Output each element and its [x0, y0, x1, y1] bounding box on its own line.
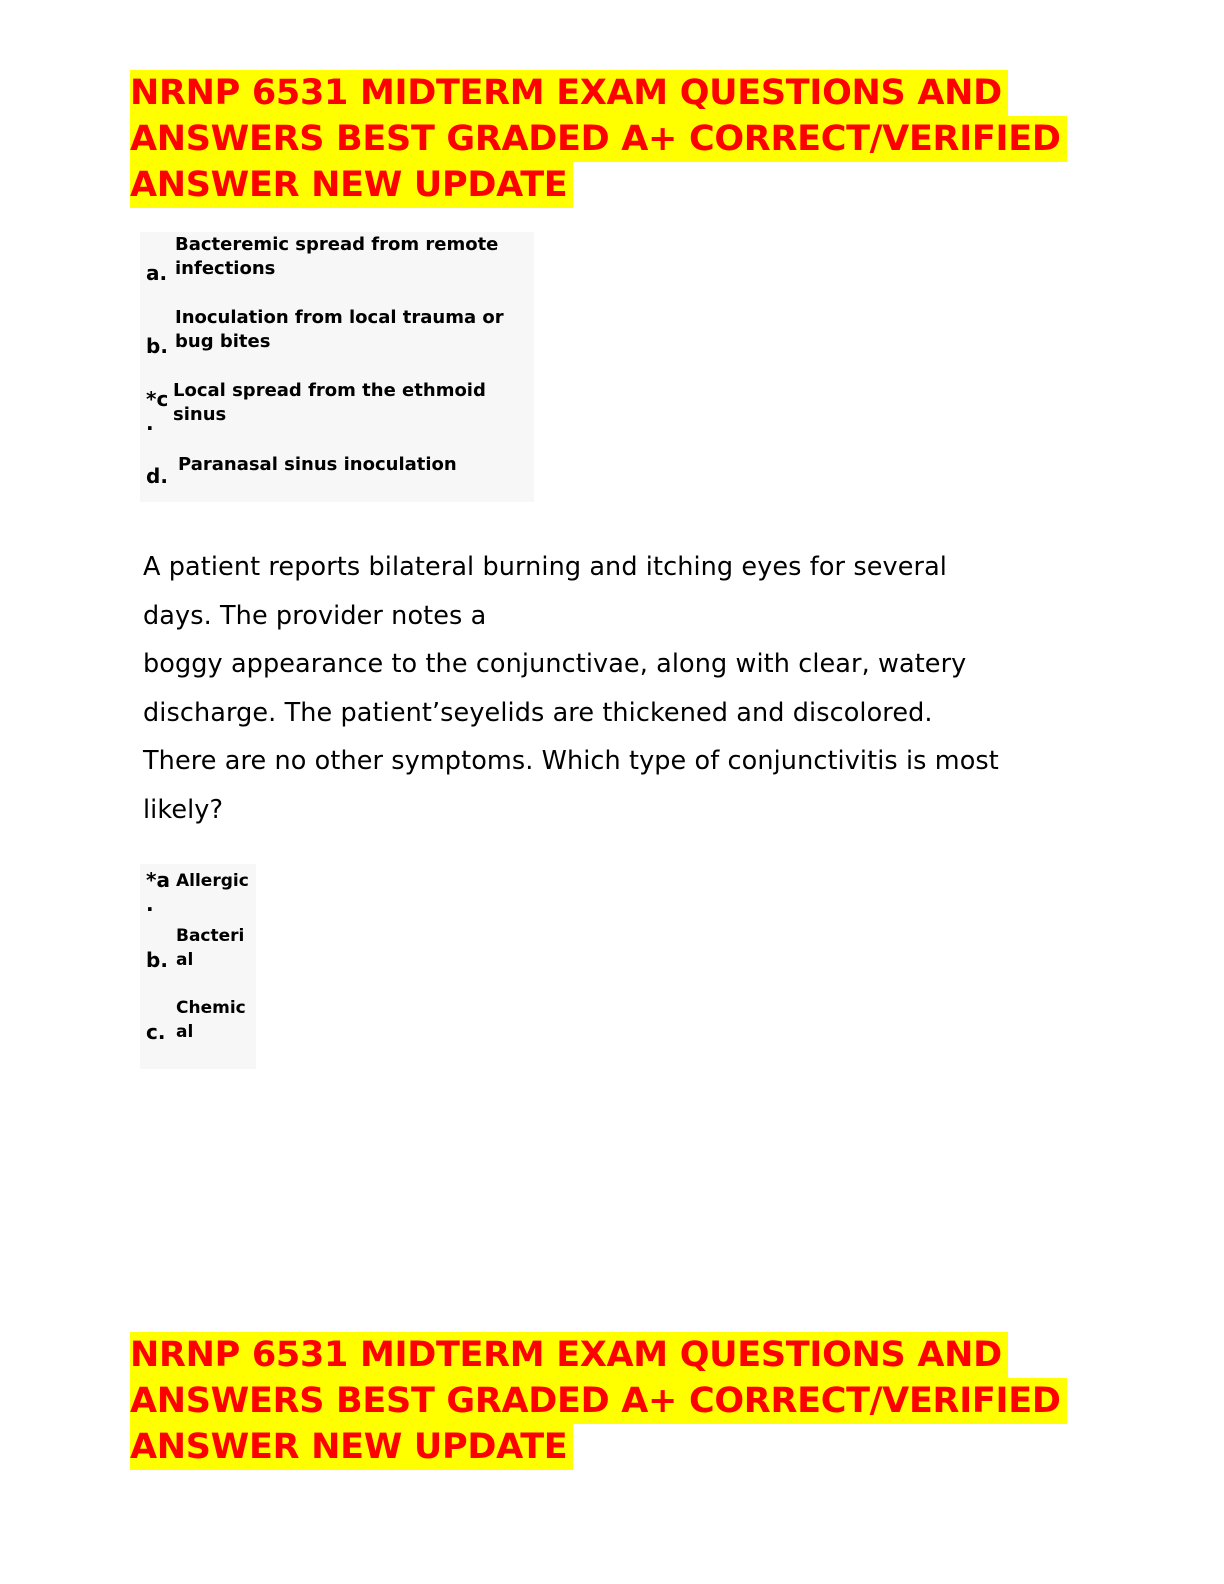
option-letter: b.	[146, 334, 168, 358]
option-letter: *a .	[146, 868, 170, 916]
option-text: Bacteremic spread from remote infections	[175, 234, 499, 279]
banner-line: ANSWER NEW UPDATE	[130, 1424, 573, 1470]
banner-line: ANSWERS BEST GRADED A+ CORRECT/VERIFIED	[130, 1378, 1067, 1424]
option-text: Chemic al	[176, 998, 246, 1042]
option-letter: a.	[146, 261, 168, 285]
option-text: Bacteri al	[176, 926, 245, 970]
option-text: Inoculation from local trauma or bug bites	[175, 307, 504, 352]
question1-options	[140, 232, 534, 502]
option-letter: *c .	[146, 387, 169, 435]
option-text: Allergic	[176, 871, 249, 891]
banner-line: ANSWER NEW UPDATE	[130, 162, 573, 208]
banner-line: NRNP 6531 MIDTERM EXAM QUESTIONS AND	[130, 70, 1008, 116]
banner-line: ANSWERS BEST GRADED A+ CORRECT/VERIFIED	[130, 116, 1067, 162]
option-text: Local spread from the ethmoid sinus	[173, 380, 486, 425]
header-banner	[130, 70, 1061, 208]
question2-options	[140, 864, 256, 1069]
option-letter: b.	[146, 948, 168, 972]
option-letter: c.	[146, 1020, 166, 1044]
option-letter: d.	[146, 464, 168, 488]
banner-line: NRNP 6531 MIDTERM EXAM QUESTIONS AND	[130, 1332, 1008, 1378]
option-text: Paranasal sinus inoculation	[178, 454, 457, 475]
footer-banner	[130, 1332, 1061, 1470]
question2-stem: A patient reports bilateral burning and itching eyes for several days. The provider notes a boggy appearance to the conjunctivae, along with clear, watery discharge. The patient’seyelids are thickened and discolored. There are no other symptoms. Which type of conjunctivitis is most likely?	[143, 552, 999, 825]
